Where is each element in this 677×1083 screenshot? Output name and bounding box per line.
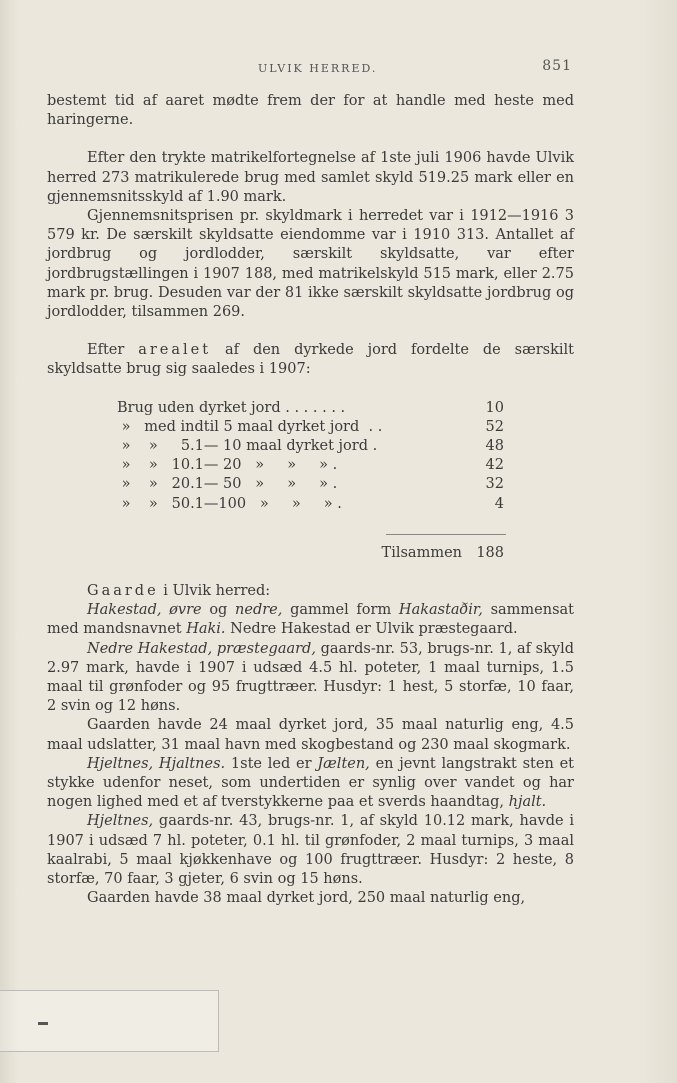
sum-rule: [386, 534, 506, 535]
paragraph-hjeltnes-3: Gaarden havde 38 maal dyrket jord, 250 maal naturlig eng,: [87, 890, 526, 907]
area-table: [47, 399, 574, 563]
text-fragment: en jevnt langstrakt sten et stykke udenfor neset, som undertiden er synlig over vandet og har nogen lighed med et af tverstykkerne paa et sverds haandtag,: [47, 755, 574, 811]
row-label: » » 50.1—100 » » » .: [117, 495, 342, 512]
body-text: [47, 92, 574, 908]
paragraph-hjeltnes: [47, 755, 574, 813]
row-value: 32: [485, 476, 504, 493]
row-value: 42: [485, 457, 504, 474]
paragraph-nedre-hakestad: [47, 640, 574, 717]
text-fragment: 1ste led er: [225, 755, 318, 772]
running-header: [0, 58, 677, 78]
row-label: » » 10.1— 20 » » » .: [117, 457, 338, 474]
table-row: [47, 456, 574, 475]
row-value: 10: [485, 399, 504, 416]
row-value: 4: [494, 495, 504, 512]
total-value: 188: [476, 544, 504, 561]
page-number: 851: [542, 58, 572, 74]
row-label: » » 20.1— 50 » » » .: [117, 476, 338, 493]
paragraph-nedre-hakestad-2: Gaarden havde 24 maal dyrket jord, 35 maal naturlig eng, 4.5 maal udslatter, 31 maal havn med skogbestand og 230 maal skogmark.: [47, 717, 574, 753]
table-total-row: [47, 544, 574, 563]
farm-name: Hakestad, øvre: [87, 602, 202, 619]
table-row: [47, 399, 574, 418]
old-name: hjalt.: [508, 794, 547, 811]
old-name: Jælten,: [317, 755, 370, 772]
old-name: Haki.: [186, 621, 226, 638]
paragraph-hakestad: [47, 601, 574, 639]
header-title: ULVIK HERRED.: [258, 62, 378, 75]
old-name: Hakastaðir,: [398, 602, 483, 619]
farm-name: Hjeltnes,: [87, 813, 154, 830]
row-value: 52: [485, 418, 504, 435]
text-fragment: og: [201, 602, 236, 619]
row-label: » med indtil 5 maal dyrket jord . .: [117, 418, 383, 435]
paragraph-1: bestemt tid af aaret mødte frem der for at handle med heste med haringerne.: [47, 93, 574, 129]
farm-name: Nedre Hakestad, præstegaard,: [87, 640, 316, 657]
table-row: [47, 437, 574, 456]
farm-name: nedre,: [235, 602, 283, 619]
total-label: Tilsammen: [381, 544, 462, 561]
farms-heading-spaced: Gaarde: [87, 582, 159, 599]
scan-tape-strip: [0, 990, 219, 1052]
p4-post: af den dyrkede jord fordelte de særskilt skyldsatte brug sig saaledes i 1907:: [47, 342, 574, 378]
p4-pre: Efter: [87, 342, 139, 359]
text-fragment: Nedre Hakestad er Ulvik præstegaard.: [225, 621, 518, 638]
farms-heading-rest: i Ulvik herred:: [158, 582, 271, 599]
paragraph-3: Gjennemsnitsprisen pr. skyldmark i herredet var i 1912—1916 3 579 kr. De særskilt skyldsatte eiendomme var i 1910 313. Antallet af jordbrug og jordlodder, særskilt skyldsatte, var efter jordbrugstællingen i 1907 188, med matrikelskyld 515 mark, eller 2.75 mark pr. brug. Desuden var der 81 ikke særskilt skyldsatte jordbrug og jordlodder, tilsammen 269.: [47, 208, 574, 321]
table-row: [47, 475, 574, 494]
table-row: [47, 495, 574, 514]
table-row: [47, 418, 574, 437]
p4-spaced-word: arealet: [138, 342, 212, 359]
farms-heading: [47, 582, 574, 601]
row-label: Brug uden dyrket jord . . . . . . .: [117, 399, 346, 416]
row-value: 48: [485, 438, 504, 455]
text-fragment: gaards-nr. 43, brugs-nr. 1, af skyld 10.12 mark, havde i 1907 i udsæd 7 hl. poteter, 0.1 hl. til grønfoder, 2 maal turnips, 3 maal kaalrabi, 5 maal kjøkkenhave og 100 frugttræer. Husdyr: 2 heste, 8 storfæ, 70 faar, 3 gjeter, 6 svin og 15 høns.: [47, 813, 574, 887]
row-label: » » 5.1— 10 maal dyrket jord .: [117, 438, 378, 455]
tape-mark: [38, 1022, 48, 1025]
farm-name: Hjeltnes, Hjaltnes.: [87, 755, 226, 772]
paragraph-hjeltnes-2: [47, 812, 574, 889]
paragraph-2: Efter den trykte matrikelfortegnelse af 1ste juli 1906 havde Ulvik herred 273 matrikulerede brug med samlet skyld 519.25 mark eller en gjennemsnitsskyld af 1.90 mark.: [47, 150, 574, 205]
text-fragment: sammensat med mandsnavnet: [47, 602, 574, 638]
paragraph-4: [47, 341, 574, 379]
text-fragment: gaards-nr. 53, brugs-nr. 1, af skyld 2.97 mark, havde i 1907 i udsæd 4.5 hl. poteter, 1 maal turnips, 1.5 maal til grønfoder og 95 frugttræer. Husdyr: 1 hest, 5 storfæ, 10 faar, 2 svin og 12 høns.: [47, 640, 575, 715]
text-fragment: gammel form: [282, 602, 399, 619]
